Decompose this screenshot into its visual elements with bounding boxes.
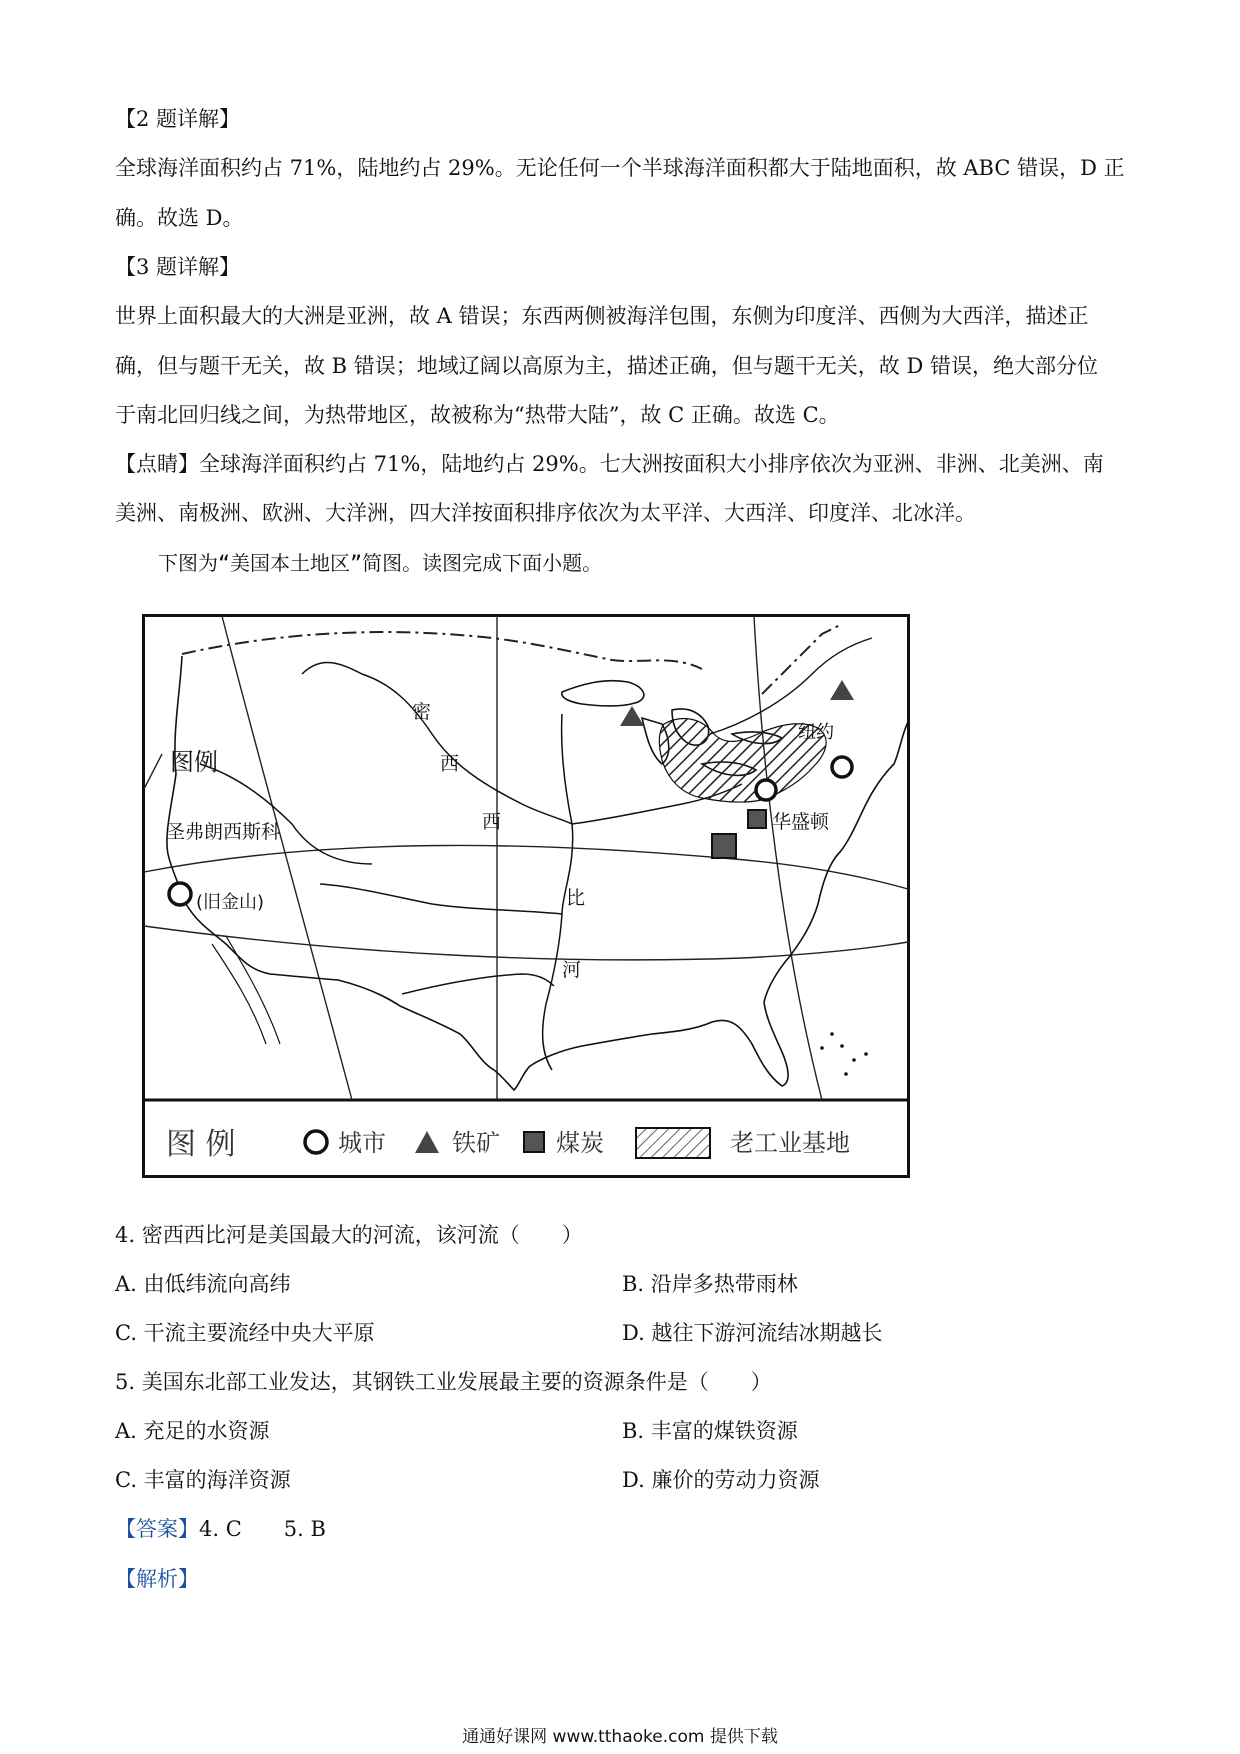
legend-title: 图 例 — [166, 1127, 236, 1162]
q3-text-line1: 世界上面积最大的大洲是亚洲，故 A 错误；东西两侧被海洋包围，东侧为印度洋、西侧为大西洋，描述正 — [115, 304, 1089, 328]
page-footer: 通通好课网 www.tthaoke.com 提供下载 — [462, 1727, 778, 1747]
river-char: 密 — [412, 701, 432, 723]
city-marker-ny — [832, 757, 852, 777]
city-marker-inland — [756, 780, 776, 800]
q5-option-c: C. 丰富的海洋资源 — [115, 1468, 291, 1492]
legend-coal-symbol — [524, 1132, 544, 1152]
q5-option-b: B. 丰富的煤铁资源 — [622, 1419, 798, 1443]
city-label-sf-alt: (旧金山) — [196, 892, 265, 913]
city-label-ny: 纽约 — [798, 722, 834, 743]
tip-line2: 美洲、南极洲、欧洲、大洋洲，四大洋按面积排序依次为太平洋、大西洋、印度洋、北冰洋。 — [115, 501, 976, 525]
tip-line1: 【点睛】全球海洋面积约占 71%，陆地约占 29%。七大洲按面积大小排序依次为亚洲、非洲、北美洲、南 — [115, 452, 1104, 476]
q4-option-d: D. 越往下游河流结冰期越长 — [622, 1321, 883, 1345]
q3-text-line3: 于南北回归线之间，为热带地区，故被称为“热带大陆”，故 C 正确。故选 C。 — [115, 403, 840, 427]
river-char: 西 — [482, 811, 502, 833]
river-char: 比 — [566, 887, 586, 909]
legend-city-label: 城市 — [338, 1129, 386, 1157]
q2-heading: 【2 题详解】 — [115, 107, 241, 131]
city-label-sf: 圣弗朗西斯科 — [166, 821, 281, 843]
q2-text-line1: 全球海洋面积约占 71%，陆地约占 29%。无论任何一个半球海洋面积都大于陆地面积，故 ABC 错误，D 正 — [115, 156, 1125, 180]
city-label-dc: 华盛顿 — [772, 811, 830, 833]
q4-option-c: C. 干流主要流经中央大平原 — [115, 1321, 375, 1345]
answer-line — [115, 1516, 326, 1542]
legend-coal-label: 煤炭 — [556, 1129, 604, 1157]
legend-iron-label: 铁矿 — [452, 1129, 500, 1157]
q2-text-line2: 确。故选 D。 — [115, 206, 244, 230]
legend-base-symbol — [636, 1128, 710, 1158]
analysis-label: 【解析】 — [115, 1567, 199, 1591]
q4-option-a: A. 由低纬流向高纬 — [115, 1272, 291, 1296]
legend-city-symbol — [305, 1131, 327, 1153]
q3-heading: 【3 题详解】 — [115, 255, 241, 279]
q5-option-d: D. 廉价的劳动力资源 — [622, 1468, 820, 1492]
coal-marker — [748, 810, 766, 828]
answer-text: 4. C 5. B — [199, 1517, 326, 1541]
q5-stem: 5. 美国东北部工业发达，其钢铁工业发展最主要的资源条件是（ ） — [115, 1370, 772, 1394]
river-char: 河 — [562, 959, 582, 981]
usa-map — [142, 614, 910, 1178]
river-char: 西 — [440, 753, 460, 775]
q3-text-line2: 确，但与题干无关，故 B 错误；地域辽阔以高原为主，描述正确，但与题干无关，故 D 错误，绝大部分位 — [115, 354, 1098, 378]
map-intro: 下图为“美国本土地区”简图。读图完成下面小题。 — [158, 551, 603, 575]
answer-label: 【答案】 — [115, 1517, 199, 1541]
legend-base-label: 老工业基地 — [730, 1129, 850, 1157]
q4-stem: 4. 密西西比河是美国最大的河流，该河流（ ） — [115, 1223, 583, 1247]
inner-legend-title: 图例 — [170, 748, 218, 776]
q4-option-b: B. 沿岸多热带雨林 — [622, 1272, 798, 1296]
city-marker-sf — [169, 883, 191, 905]
coal-marker — [712, 834, 736, 858]
q5-option-a: A. 充足的水资源 — [115, 1419, 270, 1443]
